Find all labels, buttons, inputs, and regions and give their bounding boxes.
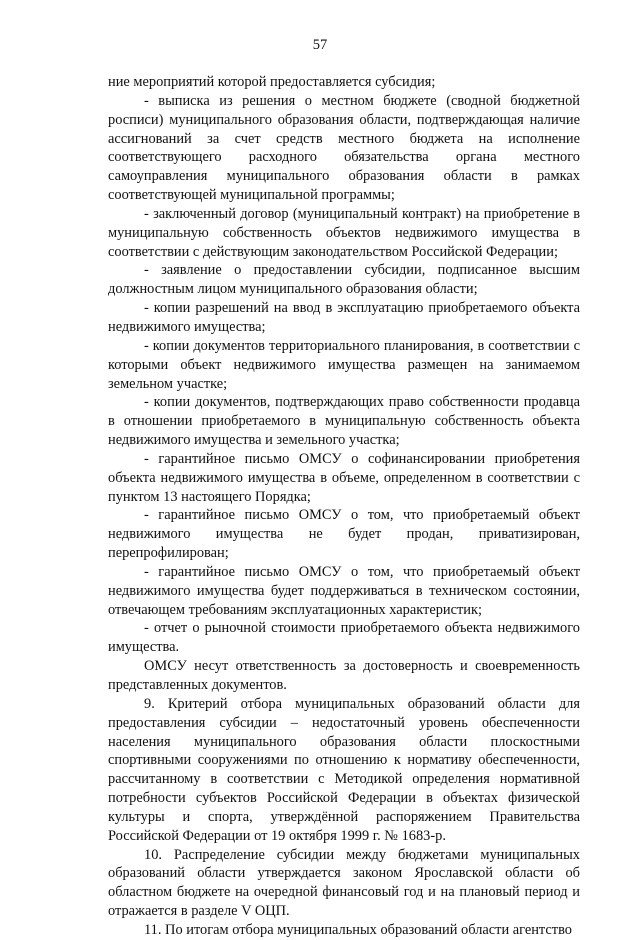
paragraph: 10. Распределение субсидии между бюджетами муниципальных образований области утверждается законом Ярославской области об областном бюджете на очередной финансовый год и на плановый период и отражается в разделе V ОЦП. xyxy=(108,846,580,920)
paragraph: - отчет о рыночной стоимости приобретаемого объекта недвижимого имущества. xyxy=(108,620,580,656)
paragraph: 9. Критерий отбора муниципальных образований области для предоставления субсидии – недостаточный уровень обеспеченности населения муниципального образования области плоскостными спортивными сооружениями по отношению к нормативу обеспеченности, рассчитанному в соответствии с Методикой определения нормативной потребности субъектов Российской Федерации в объектах физической культуры и спорта, утверждённой распоряжением Правительства Российской Федерации от 19 октября 1999 г. № 1683-р. xyxy=(108,695,580,844)
paragraph: 11. По итогам отбора муниципальных образований области агентство xyxy=(144,921,572,938)
paragraph: - выписка из решения о местном бюджете (сводной бюджетной росписи) муниципального образования области, подтверждающая наличие ассигнований за счет средств местного бюджета на исполнение соответствующего расходного обязательства органа местного самоуправления муниципального образования области в рамках соответствующей муниципальной программы; xyxy=(108,92,580,204)
paragraph: - копии документов территориального планирования, в соответствии с которыми объект недвижимого имущества размещен на занимаемом земельном участке; xyxy=(108,337,580,392)
paragraph: - гарантийное письмо ОМСУ о том, что приобретаемый объект недвижимого имущества будет поддерживаться в техническом состоянии, отвечающем требованиям эксплуатационных характеристик; xyxy=(108,563,580,618)
paragraph: - копии разрешений на ввод в эксплуатацию приобретаемого объекта недвижимого имущества; xyxy=(108,300,580,335)
paragraph: - заявление о предоставлении субсидии, подписанное высшим должностным лицом муниципального образования области; xyxy=(108,262,580,298)
paragraph: - гарантийное письмо ОМСУ о том, что приобретаемый объект недвижимого имущества не будет продан, приватизирован, перепрофилирован; xyxy=(108,507,580,562)
paragraph: - копии документов, подтверждающих право собственности продавца в отношении приобретаемого в муниципальную собственность объекта недвижимого имущества и земельного участка; xyxy=(108,394,580,449)
page-number: 57 xyxy=(312,37,328,53)
document-body xyxy=(108,73,580,940)
paragraph: - гарантийное письмо ОМСУ о софинансировании приобретения объекта недвижимого имущества в объеме, определенном в соответствии с пунктом 13 настоящего Порядка; xyxy=(108,450,580,505)
paragraph: - заключенный договор (муниципальный контракт) на приобретение в муниципальную собственность объектов недвижимого имущества в соответствии с действующим законодательством Российской Федерации; xyxy=(108,205,580,260)
paragraph: ОМСУ несут ответственность за достоверность и своевременность представленных документов. xyxy=(108,658,580,693)
paragraph: ние мероприятий которой предоставляется субсидия; xyxy=(108,74,436,90)
